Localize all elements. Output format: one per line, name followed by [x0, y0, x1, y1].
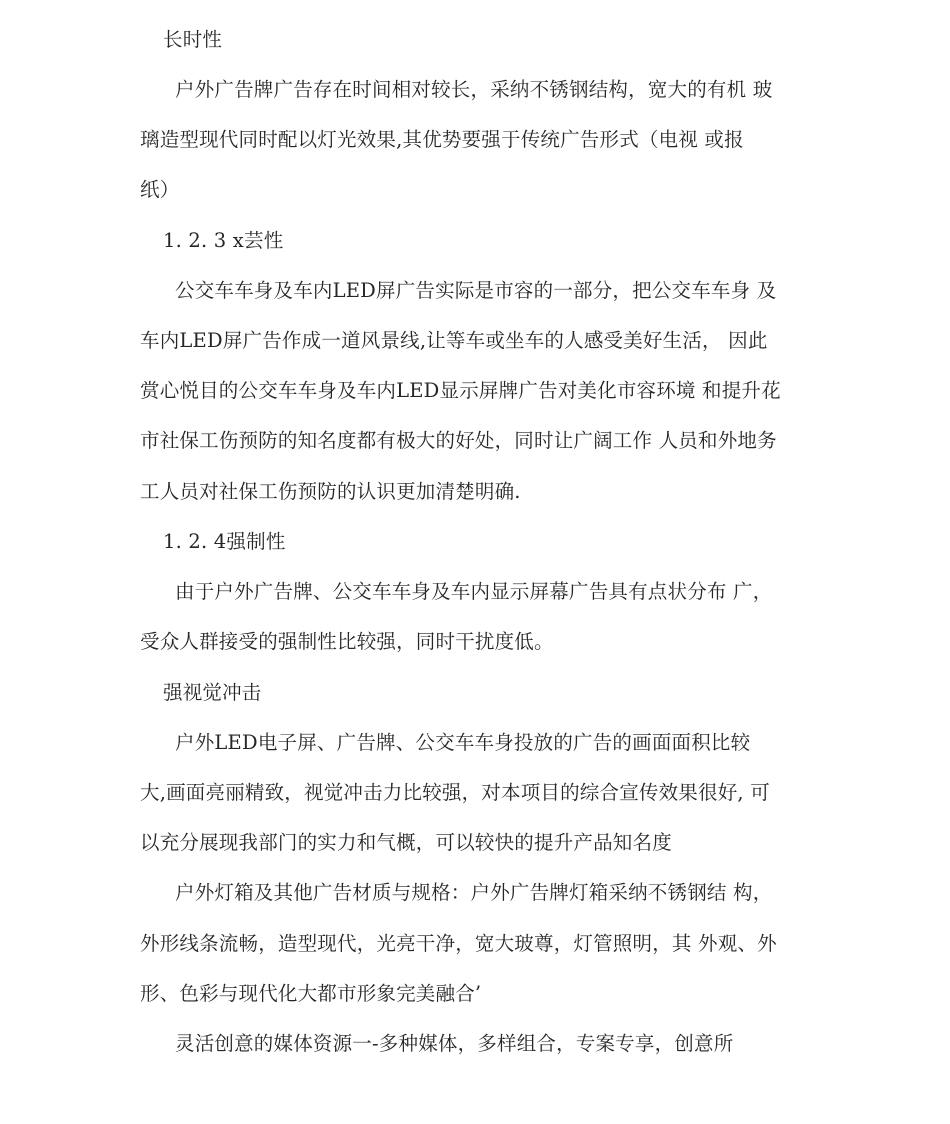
heading-long-duration: 长时性 — [163, 28, 223, 51]
heading-section-1-2-4: 1. 2. 4强制性 — [163, 530, 286, 553]
paragraph-line: 工人员对社保工伤预防的认识更加清楚明确. — [140, 480, 521, 503]
paragraph-line: 赏心悦目的公交车车身及车内LED显示屏牌广告对美化市容环境 和提升花 — [140, 379, 781, 402]
heading-section-1-2-3: 1. 2. 3 x芸性 — [163, 229, 284, 252]
paragraph-line: 户外LED电子屏、广告牌、公交车车身投放的广告的画面面积比较 — [175, 731, 751, 754]
paragraph-line: 受众人群接受的强制性比较强，同时干扰度低。 — [140, 630, 554, 653]
heading-visual-impact: 强视觉冲击 — [163, 681, 262, 704]
paragraph-line: 由于户外广告牌、公交车车身及车内显示屏幕广告具有点状分布 广， — [175, 580, 773, 603]
paragraph-line: 大,画面亮丽精致，视觉冲击力比较强，对本项目的综合宣传效果很好, 可 — [140, 781, 770, 804]
paragraph-line: 灵活创意的媒体资源一-多种媒体，多样组合，专案专享，创意所 — [175, 1032, 734, 1055]
paragraph-line: 形、色彩与现代化大都市形象完美融合’ — [140, 982, 482, 1005]
paragraph-line: 市社保工伤预防的知名度都有极大的好处，同时让广阔工作 人员和外地务 — [140, 429, 777, 452]
paragraph-line: 外形线条流畅，造型现代，光亮干净，宽大玻尊，灯管照明，其 外观、外 — [140, 932, 777, 955]
paragraph-line: 璃造型现代同时配以灯光效果,其优势要强于传统广告形式（电视 或报 — [140, 128, 744, 151]
paragraph-line: 车内LED屏广告作成一道风景线,让等车或坐车的人感受美好生活， 因此 — [140, 329, 768, 352]
paragraph-line: 户外灯箱及其他广告材质与规格：户外广告牌灯箱采纳不锈钢结 构， — [175, 881, 773, 904]
paragraph-line: 公交车车身及车内LED屏广告实际是市容的一部分，把公交车车身 及 — [175, 279, 777, 302]
paragraph-line: 纸） — [140, 178, 180, 201]
paragraph-line: 以充分展现我部门的实力和气概，可以较快的提升产品知名度 — [140, 831, 672, 854]
paragraph-line: 户外广告牌广告存在时间相对较长，采纳不锈钢结构，宽大的有机 玻 — [175, 78, 773, 101]
